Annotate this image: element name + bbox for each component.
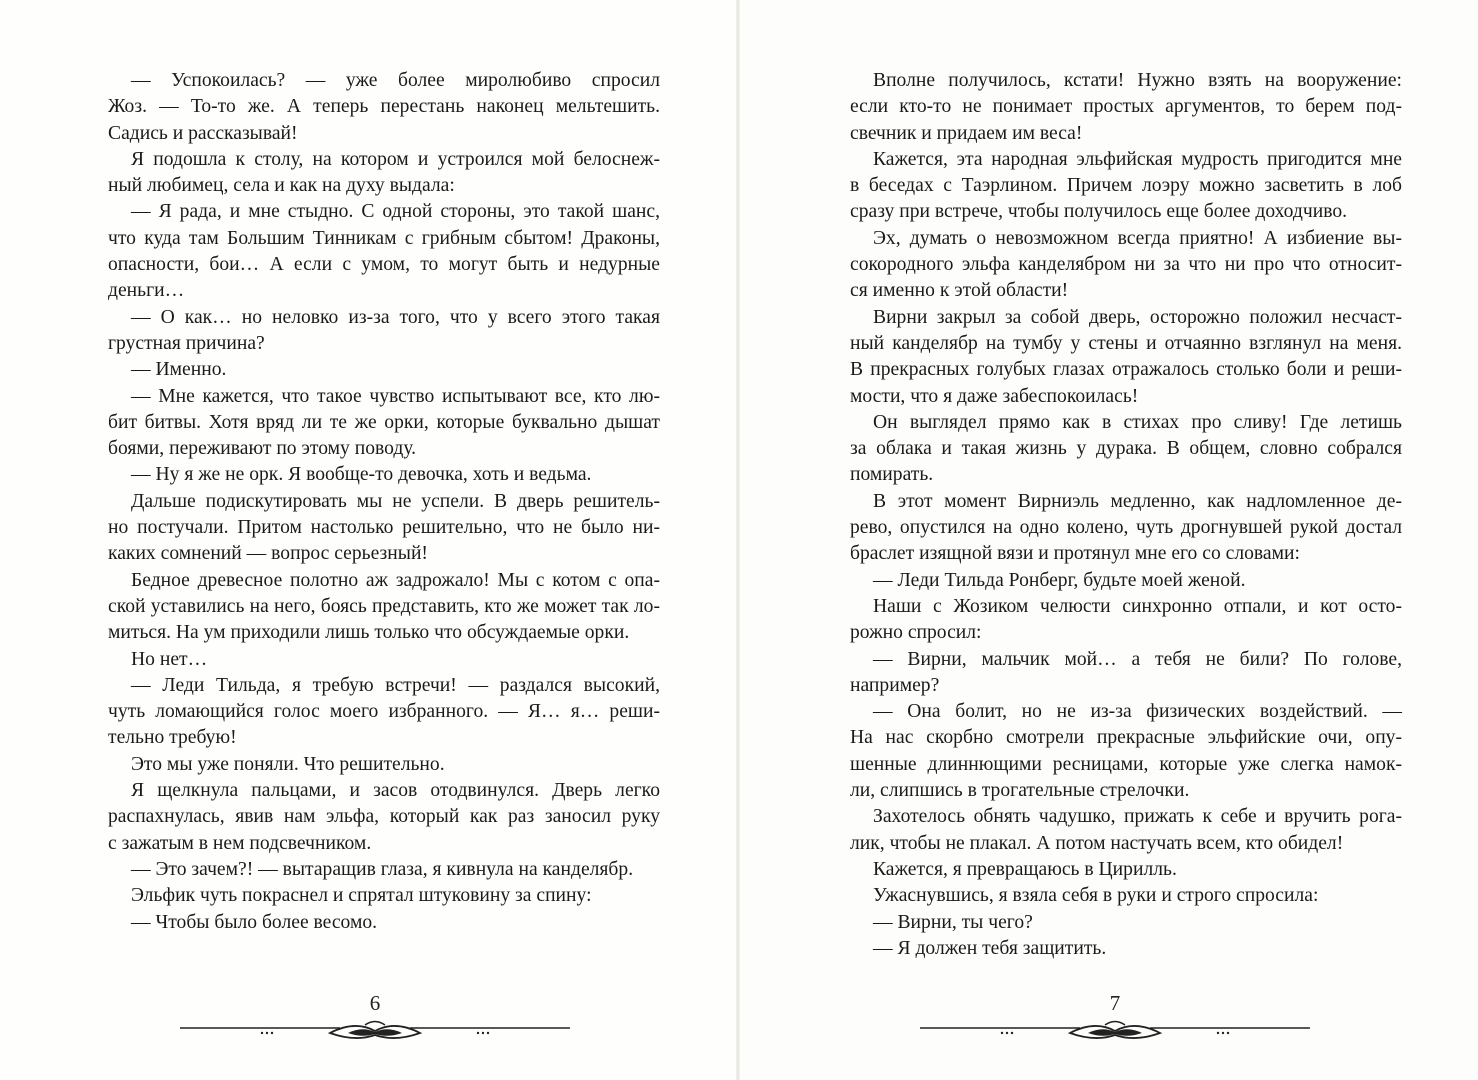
text-line: — Леди Тильда, я требую встречи! — раздался высокий, bbox=[131, 674, 660, 696]
text-line: в беседах с Таэрлином. Причем лоэру можно засветить в лоб bbox=[850, 175, 1402, 197]
text-line: опасности, бои… А если с умом, то могут быть и недурные bbox=[108, 254, 660, 276]
text-line: деньги… bbox=[108, 280, 185, 302]
text-line: сразу при встрече, чтобы получилось еще более доходчиво. bbox=[850, 201, 1348, 223]
page-number-left: 6 bbox=[369, 991, 381, 1015]
text-line: Кажется, эта народная эльфийская мудрость пригодится мне bbox=[873, 148, 1402, 170]
text-line: миться. На ум приходили лишь только что обсуждаемые орки. bbox=[108, 622, 630, 644]
text-line: ся именно к этой области! bbox=[850, 280, 1069, 302]
text-line: Вирни закрыл за собой дверь, осторожно положил несчаст- bbox=[873, 306, 1402, 328]
text-line: Ужаснувшись, я взяла себя в руки и строго спросила: bbox=[873, 885, 1319, 907]
text-line: ный канделябр на тумбу у стены и отчаянно взглянул на меня. bbox=[850, 332, 1402, 354]
text-line: Захотелось обнять чадушко, прижать к себе и вручить рога- bbox=[873, 806, 1402, 828]
text-line: Садись и рассказывай! bbox=[108, 122, 298, 144]
text-line: например? bbox=[850, 674, 940, 696]
text-line: На нас скорбно смотрели прекрасные эльфийские очи, опу- bbox=[850, 727, 1402, 749]
text-line: свечник и придаем им веса! bbox=[850, 122, 1083, 144]
text-line: Дальше подискутировать мы не успели. В дверь решитель- bbox=[131, 490, 660, 512]
ornament-divider-icon bbox=[180, 1016, 570, 1046]
text-line: что куда там Большим Тинникам с грибным сбытом! Драконы, bbox=[108, 227, 660, 249]
text-line: Кажется, я превращаюсь в Цирилль. bbox=[873, 858, 1177, 880]
text-line: ный любимец, села и как на духу выдала: bbox=[108, 175, 455, 197]
text-line: сокородного эльфа канделябром ни за что ни про что относит- bbox=[850, 254, 1402, 276]
text-line: — Вирни, ты чего? bbox=[873, 911, 1033, 933]
text-line: — Леди Тильда Ронберг, будьте моей женой. bbox=[873, 569, 1246, 591]
text-line: — Именно. bbox=[131, 359, 227, 381]
text-line: боями, переживают по этому поводу. bbox=[108, 438, 417, 460]
text-line: каких сомнений — вопрос серьезный! bbox=[108, 543, 428, 565]
text-line: но постучали. Притом настолько решительно, что не было ни- bbox=[108, 517, 660, 539]
text-line: распахнулась, явив нам эльфа, который как раз заносил руку bbox=[108, 806, 660, 828]
text-line: — О как… но неловко из-за того, что у всего этого такая bbox=[131, 306, 660, 328]
text-line: — Я рада, и мне стыдно. С одной стороны, это такой шанс, bbox=[131, 201, 660, 223]
left-page-text bbox=[108, 68, 660, 936]
text-line: В этот момент Вирниэль медленно, как надломленное де- bbox=[873, 490, 1402, 512]
text-line: — Чтобы было более весомо. bbox=[131, 911, 378, 933]
text-line: — Вирни, мальчик мой… а тебя не били? По голове, bbox=[873, 648, 1402, 670]
text-line: Бедное древесное полотно аж задрожало! Мы с котом с опа- bbox=[131, 569, 660, 591]
text-line: — Мне кажется, что такое чувство испытывают все, кто лю- bbox=[131, 385, 660, 407]
text-line: Я щелкнула пальцами, и засов отодвинулся. Дверь легко bbox=[131, 780, 660, 802]
text-line: браслет изящной вязи и протянул мне его со словами: bbox=[850, 543, 1300, 565]
text-line: рево, опустился на одно колено, чуть дрогнувшей рукой достал bbox=[850, 517, 1402, 539]
text-line: Он выглядел прямо как в стихах про сливу! Где летишь bbox=[873, 411, 1402, 433]
text-line: тельно требую! bbox=[108, 727, 237, 749]
left-page-footer bbox=[180, 990, 570, 1050]
text-line: Наши с Жозиком челюсти синхронно отпали, и кот осто- bbox=[873, 595, 1402, 617]
text-line: — Я должен тебя защитить. bbox=[873, 937, 1107, 959]
text-line: бит битвы. Хотя вряд ли те же орки, которые буквально дышат bbox=[108, 411, 660, 433]
text-line: ли, слипшись в трогательные стрелочки. bbox=[850, 780, 1190, 802]
text-line: — Это зачем?! — вытаращив глаза, я кивнула на канделябр. bbox=[131, 858, 634, 880]
text-line: Эльфик чуть покраснел и спрятал штуковину за спину: bbox=[131, 885, 592, 907]
text-line: ской уставились на него, боясь представить, кто же может так ло- bbox=[108, 595, 660, 617]
text-line: если кто-то не понимает простых аргументов, то берем под- bbox=[850, 96, 1402, 118]
text-line: В прекрасных голубых глазах отражалось столько боли и реши- bbox=[850, 359, 1402, 381]
text-line: — Успокоилась? — уже более миролюбиво спросил bbox=[131, 70, 660, 91]
text-line: — Она болит, но не из-за физических воздействий. — bbox=[873, 701, 1402, 723]
text-line: лик, чтобы не плакал. А потом настучать всем, кто обидел! bbox=[850, 832, 1344, 854]
text-line: мости, что я даже забеспокоилась! bbox=[850, 385, 1139, 407]
right-page bbox=[740, 0, 1478, 1080]
text-line: Это мы уже поняли. Что решительно. bbox=[131, 753, 445, 775]
page-number-right: 7 bbox=[1109, 991, 1121, 1015]
text-line: чуть ломающийся голос моего избранного. — Я… я… реши- bbox=[108, 701, 660, 723]
left-page bbox=[0, 0, 736, 1080]
text-line: помирать. bbox=[850, 464, 934, 486]
text-line: с зажатым в нем подсвечником. bbox=[108, 832, 372, 854]
right-page-footer bbox=[920, 990, 1310, 1050]
text-line: грустная причина? bbox=[108, 332, 265, 354]
text-line: за облака и такая жизнь у дурака. В общем, словно собрался bbox=[850, 438, 1402, 460]
text-line: Эх, думать о невозможном всегда приятно! А избиение вы- bbox=[873, 227, 1402, 249]
right-page-text bbox=[850, 68, 1402, 962]
text-line: Жоз. — То-то же. А теперь перестань наконец мельтешить. bbox=[108, 96, 660, 118]
text-line: рожно спросил: bbox=[850, 622, 982, 644]
text-line: Вполне получилось, кстати! Нужно взять на вооружение: bbox=[873, 70, 1402, 91]
ornament-divider-icon bbox=[920, 1016, 1310, 1046]
text-line: Я подошла к столу, на котором и устроился мой белоснеж- bbox=[131, 148, 660, 170]
text-line: шенные длиннющими ресницами, которые уже слегка намок- bbox=[850, 753, 1402, 775]
text-line: Но нет… bbox=[131, 648, 208, 670]
text-line: — Ну я же не орк. Я вообще-то девочка, хоть и ведьма. bbox=[131, 464, 592, 486]
